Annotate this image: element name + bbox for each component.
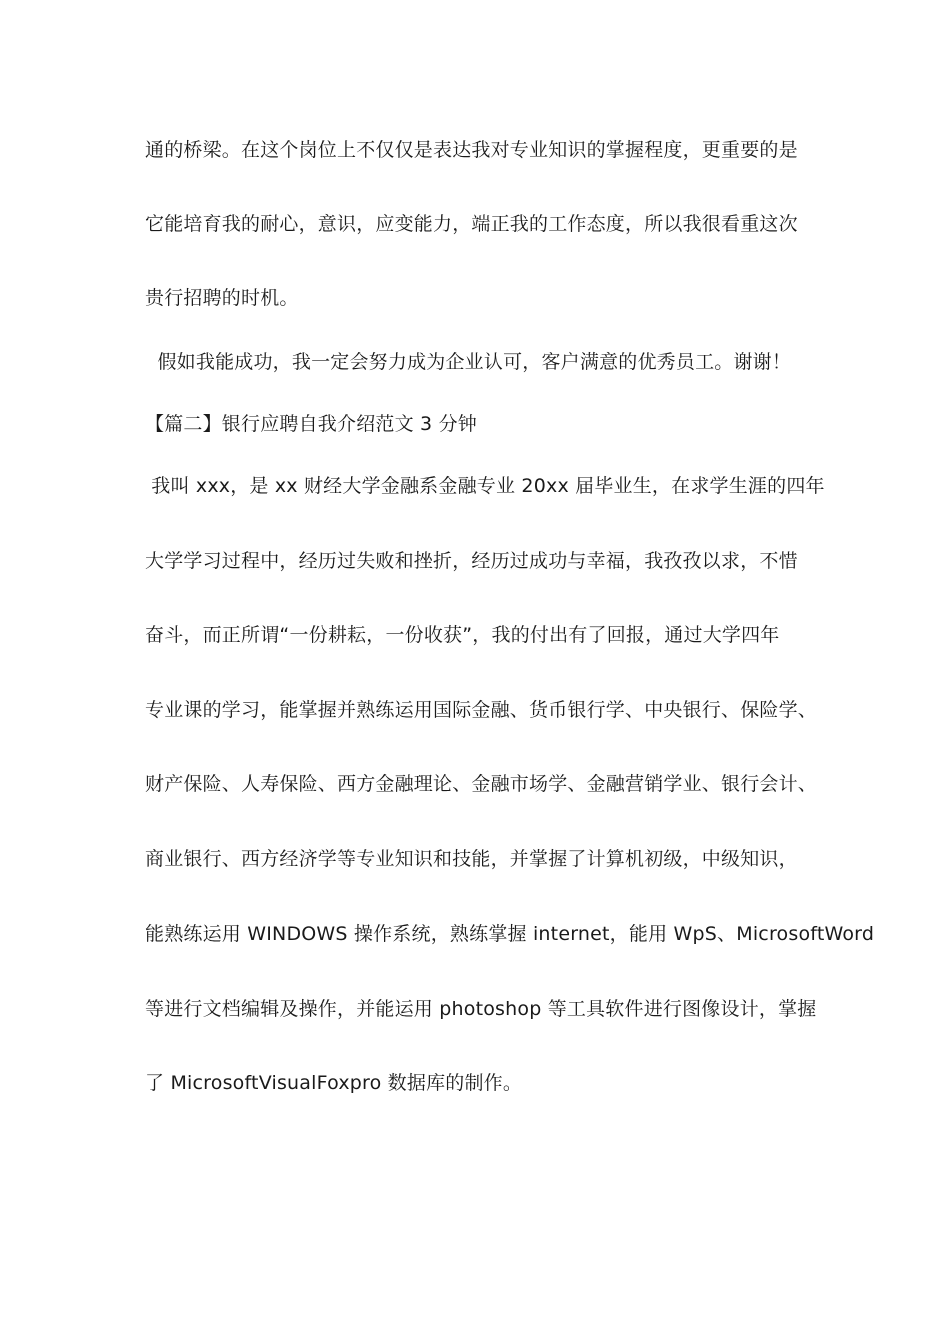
paragraph-line: 奋斗，而正所谓“一份耕耘，一份收获”，我的付出有了回报，通过大学四年 [145,624,780,646]
paragraph-line: 能熟练运用 WINDOWS 操作系统，熟练掌握 internet，能用 WpS、MicrosoftWord [145,923,875,945]
paragraph-line: 专业课的学习，能掌握并熟练运用国际金融、货币银行学、中央银行、保险学、 [145,699,818,721]
paragraph-line: 了 MicrosoftVisualFoxpro 数据库的制作。 [145,1072,523,1094]
paragraph-line: 假如我能成功，我一定会努力成为企业认可，客户满意的优秀员工。谢谢！ [145,351,792,373]
paragraph-line: 贵行招聘的时机。 [145,287,299,309]
paragraph-line: 商业银行、西方经济学等专业知识和技能，并掌握了计算机初级，中级知识， [145,848,798,870]
paragraph-line: 它能培育我的耐心，意识，应变能力，端正我的工作态度，所以我很看重这次 [145,213,798,235]
paragraph-line: 通的桥梁。在这个岗位上不仅仅是表达我对专业知识的掌握程度，更重要的是 [145,139,798,161]
paragraph-line: 大学学习过程中，经历过失败和挫折，经历过成功与幸福，我孜孜以求，不惜 [145,550,798,572]
section-heading: 【篇二】银行应聘自我介绍范文 3 分钟 [145,413,477,435]
paragraph-line: 财产保险、人寿保险、西方金融理论、金融市场学、金融营销学业、银行会计、 [145,773,818,795]
paragraph-line: 等进行文档编辑及操作，并能运用 photoshop 等工具软件进行图像设计，掌握 [145,998,817,1020]
paragraph-line: 我叫 xxx，是 xx 财经大学金融系金融专业 20xx 届毕业生，在求学生涯的四年 [145,475,825,497]
